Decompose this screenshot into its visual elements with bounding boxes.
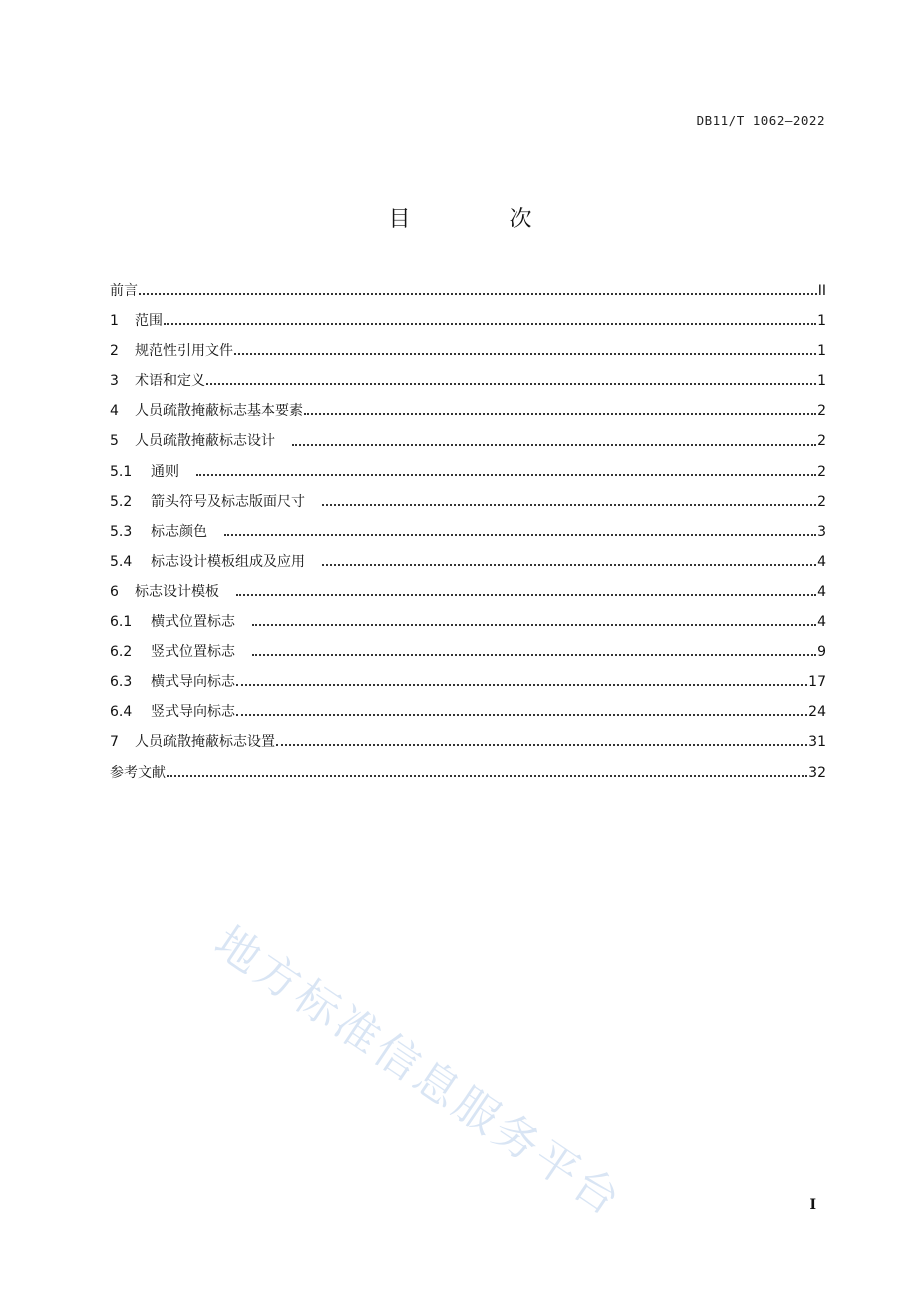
toc-entry[interactable] <box>110 577 826 607</box>
toc-entry-number: 4 <box>110 403 119 420</box>
toc-entry-number: 7 <box>110 734 119 751</box>
toc-entry-label: 标志设计模板组成及应用 <box>151 553 305 570</box>
toc-entry-number: 5.4 <box>110 553 133 570</box>
toc-title: 目 次 <box>388 207 578 232</box>
toc-entry-page: 3 <box>817 523 826 540</box>
toc-entry[interactable] <box>110 637 826 667</box>
toc-entry-page: 4 <box>817 553 826 570</box>
toc-entry-page: 2 <box>817 403 826 420</box>
toc-entry[interactable] <box>110 487 826 517</box>
toc-entry-label: 人员疏散掩蔽标志设计 <box>135 433 275 450</box>
toc-entry-number: 2 <box>110 343 119 360</box>
toc-entry[interactable] <box>110 457 826 487</box>
toc-entry-page: 24 <box>808 704 826 721</box>
toc-entry-label: 竖式位置标志 <box>151 644 235 661</box>
watermark-text: 地方标准信息服务平台 <box>205 916 632 1228</box>
toc-entry[interactable] <box>110 306 826 336</box>
toc-entry-page: 4 <box>817 583 826 600</box>
toc-dot-leader <box>164 323 816 325</box>
toc-entry-number: 6.4 <box>110 704 133 721</box>
toc-entry-page: 1 <box>817 313 826 330</box>
toc-entry[interactable] <box>110 336 826 366</box>
toc-dot-leader <box>236 594 816 596</box>
toc-dot-leader <box>196 474 816 476</box>
toc-entry-label: 前言 <box>110 283 138 299</box>
toc-entry-label: 通则 <box>151 463 179 480</box>
toc-entry-label: 横式位置标志 <box>151 614 235 631</box>
toc-entry-label: 人员疏散掩蔽标志基本要素 <box>135 403 303 420</box>
toc-dot-leader <box>252 624 816 626</box>
toc-entry-page: II <box>817 283 826 299</box>
toc-entry-page: 1 <box>817 343 826 360</box>
toc-entry[interactable] <box>110 276 826 306</box>
toc-entry-page: 4 <box>817 614 826 631</box>
toc-entry-number: 5.1 <box>110 463 133 480</box>
toc-entry[interactable] <box>110 547 826 577</box>
toc-dot-leader <box>224 534 816 536</box>
table-of-contents <box>110 276 826 788</box>
toc-dot-leader <box>322 504 816 506</box>
toc-entry[interactable] <box>110 517 826 547</box>
toc-entry-number: 3 <box>110 373 119 390</box>
toc-entry[interactable] <box>110 607 826 637</box>
toc-entry[interactable] <box>110 667 826 697</box>
toc-entry-label: 横式导向标志 <box>151 674 235 691</box>
toc-entry-page: 2 <box>817 433 826 450</box>
toc-entry-number: 5.2 <box>110 493 133 510</box>
toc-dot-leader <box>236 714 807 716</box>
toc-entry-number: 1 <box>110 313 119 330</box>
page-number: I <box>809 1197 816 1213</box>
toc-entry-label: 规范性引用文件 <box>135 343 233 360</box>
toc-entry[interactable] <box>110 758 826 788</box>
toc-entry-label: 标志颜色 <box>151 523 207 540</box>
toc-entry-page: 9 <box>817 644 826 661</box>
toc-entry-page: 1 <box>817 373 826 390</box>
toc-entry-label: 术语和定义 <box>135 373 205 390</box>
toc-entry-label: 竖式导向标志 <box>151 704 235 721</box>
toc-entry[interactable] <box>110 396 826 426</box>
toc-entry-label: 参考文献 <box>110 764 166 781</box>
toc-entry-number: 6 <box>110 583 119 600</box>
toc-entry[interactable] <box>110 366 826 396</box>
toc-dot-leader <box>206 383 816 385</box>
toc-entry-page: 32 <box>808 764 826 781</box>
toc-dot-leader <box>304 413 816 415</box>
toc-entry-page: 2 <box>817 463 826 480</box>
toc-entry[interactable] <box>110 426 826 456</box>
toc-entry-number: 6.1 <box>110 614 133 631</box>
toc-entry-label: 箭头符号及标志版面尺寸 <box>151 493 305 510</box>
toc-dot-leader <box>252 654 816 656</box>
toc-dot-leader <box>292 444 816 446</box>
toc-dot-leader <box>322 564 816 566</box>
toc-entry-page: 2 <box>817 493 826 510</box>
toc-entry-page: 31 <box>808 734 826 751</box>
toc-dot-leader <box>276 744 807 746</box>
toc-entry-number: 5 <box>110 433 119 450</box>
toc-dot-leader <box>236 684 807 686</box>
toc-entry-label: 人员疏散掩蔽标志设置 <box>135 734 275 751</box>
toc-dot-leader <box>167 775 807 777</box>
toc-entry-label: 标志设计模板 <box>135 583 219 600</box>
toc-entry-number: 6.3 <box>110 674 133 691</box>
toc-entry[interactable] <box>110 727 826 757</box>
toc-dot-leader <box>139 293 817 295</box>
document-code: DB11/T 1062—2022 <box>696 113 825 128</box>
toc-entry[interactable] <box>110 697 826 727</box>
toc-entry-label: 范围 <box>135 313 163 330</box>
toc-entry-number: 5.3 <box>110 523 133 540</box>
toc-entry-page: 17 <box>808 674 826 691</box>
toc-dot-leader <box>234 353 816 355</box>
toc-entry-number: 6.2 <box>110 644 133 661</box>
